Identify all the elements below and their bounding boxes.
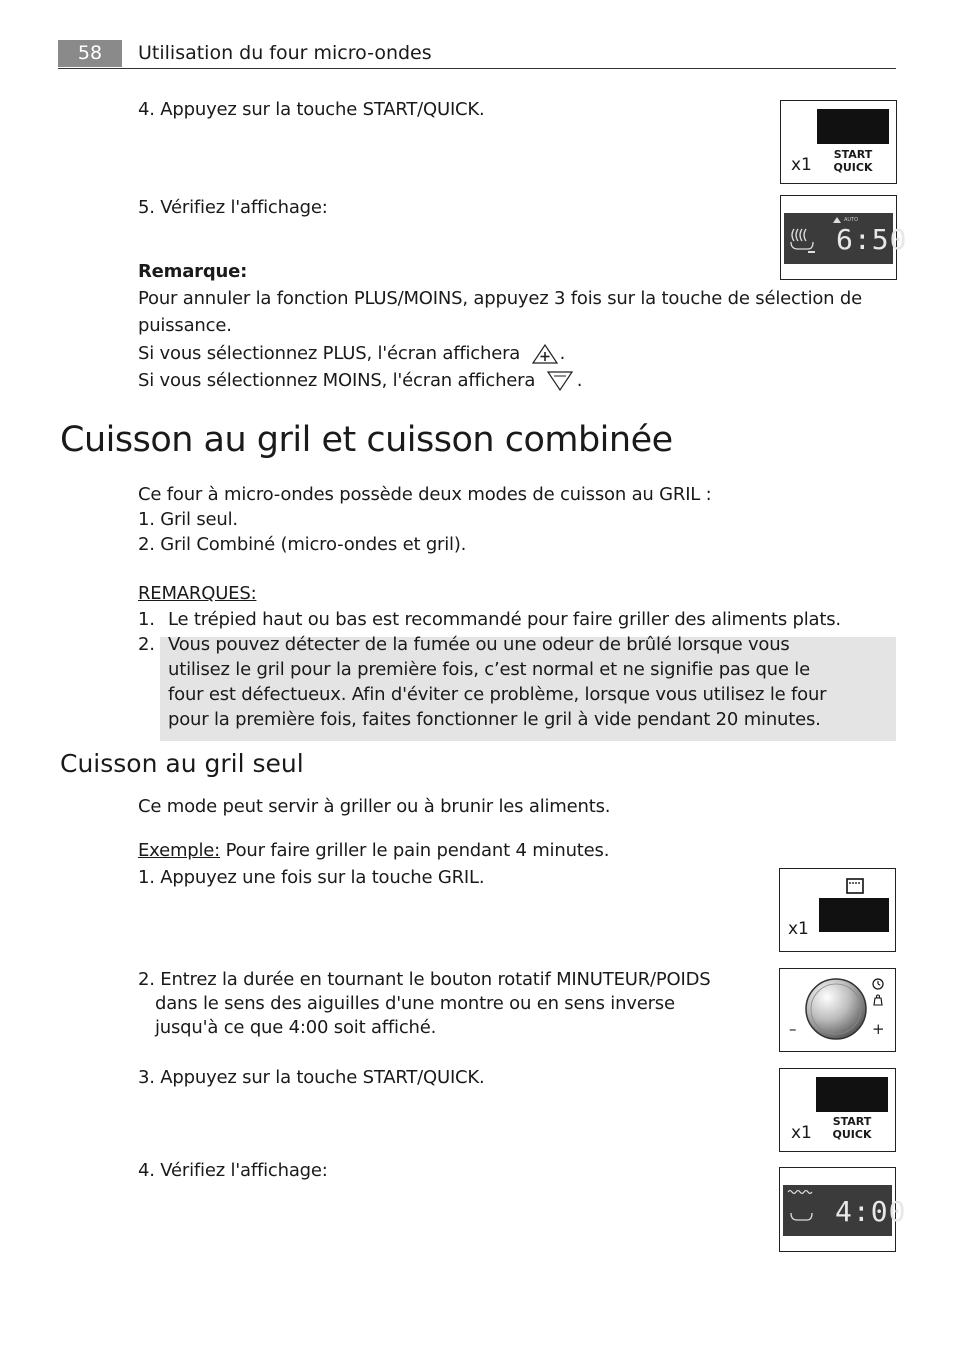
press-count: x1 [791, 155, 812, 175]
start-label: START [832, 1115, 872, 1128]
start-label: START [833, 148, 873, 161]
remarque-line-2: puissance. [138, 315, 232, 336]
remarque-line-1: Pour annuler la fonction PLUS/MOINS, appuyez 3 fois sur la touche de sélection de [138, 288, 863, 309]
gril-step-4: 4. Vérifiez l'affichage: [138, 1160, 328, 1181]
step-4-start-quick: 4. Appuyez sur la touche START/QUICK. [138, 99, 485, 120]
rotary-dial-figure [779, 968, 896, 1052]
start-quick-label [828, 1115, 876, 1141]
display-figure-2 [779, 1167, 907, 1252]
gril-step-2-line-3: jusqu'à ce que 4:00 soit affiché. [155, 1017, 437, 1038]
start-quick-button [817, 109, 889, 144]
gril-button [819, 898, 889, 932]
step-5-check-display: 5. Vérifiez l'affichage: [138, 197, 328, 218]
press-count: x1 [791, 1123, 812, 1143]
weight-icon [872, 994, 884, 1006]
display-digits: 4:00 [835, 1195, 907, 1228]
start-quick-button [816, 1077, 888, 1112]
microwave-waves-icon [788, 225, 816, 255]
remarque-minus-suffix: . [576, 370, 583, 391]
display-digits: 6:50 [836, 223, 908, 256]
example-text: Pour faire griller le pain pendant 4 minutes. [220, 840, 610, 861]
start-quick-figure-2 [779, 1068, 896, 1152]
page-number: 58 [58, 40, 122, 67]
running-title: Utilisation du four micro-ondes [138, 42, 432, 64]
minus-triangle-icon [547, 371, 573, 391]
section-title: Cuisson au gril et cuisson combinée [60, 420, 673, 460]
clock-icon [872, 978, 884, 990]
gril-step-1: 1. Appuyez une fois sur la touche GRIL. [138, 867, 485, 888]
mode-2: 2. Gril Combiné (micro-ondes et gril). [138, 534, 467, 555]
display-figure-1 [780, 195, 908, 280]
plus-triangle-icon [532, 344, 558, 364]
minuteur-poids-dial [804, 977, 868, 1041]
subsection-intro: Ce mode peut servir à griller ou à brunir les aliments. [138, 796, 611, 817]
remarque-line-3 [138, 341, 565, 366]
note-2-line-3: four est défectueux. Afin d'éviter ce problème, lorsque vous utilisez le four [168, 684, 827, 705]
note-1-text: Le trépied haut ou bas est recommandé pour faire griller des aliments plats. [168, 609, 841, 630]
gril-step-2-line-2: dans le sens des aiguilles d'une montre ou en sens inverse [155, 993, 675, 1014]
mode-1: 1. Gril seul. [138, 509, 238, 530]
start-quick-figure-1 [780, 100, 897, 184]
example-line [138, 838, 609, 863]
start-quick-label [829, 148, 877, 174]
gril-icon [846, 878, 864, 894]
remarques-title: REMARQUES: [138, 583, 257, 604]
quick-label: QUICK [832, 1128, 872, 1141]
dial-minus-sign: – [789, 1020, 797, 1038]
gril-button-figure [779, 868, 896, 952]
lcd-screen [784, 213, 908, 264]
auto-label: AUTO [844, 217, 859, 223]
note-2-line-4: pour la première fois, faites fonctionner le gril à vide pendant 20 minutes. [168, 709, 821, 730]
grill-elements-icon [787, 1189, 815, 1229]
dial-plus-sign: + [872, 1020, 885, 1038]
example-label: Exemple: [138, 840, 221, 861]
subsection-title: Cuisson au gril seul [60, 749, 304, 778]
remarque-minus-text: Si vous sélectionnez MOINS, l'écran affichera [138, 370, 536, 391]
remarque-plus-text: Si vous sélectionnez PLUS, l'écran affichera [138, 343, 521, 364]
section-intro: Ce four à micro-ondes possède deux modes de cuisson au GRIL : [138, 484, 712, 505]
note-2-number: 2. [138, 634, 155, 655]
gril-step-2-line-1: 2. Entrez la durée en tournant le bouton rotatif MINUTEUR/POIDS [138, 969, 711, 990]
note-1-number: 1. [138, 609, 155, 630]
quick-label: QUICK [833, 161, 873, 174]
remarque-line-4 [138, 368, 582, 393]
note-2-line-1: Vous pouvez détecter de la fumée ou une odeur de brûlé lorsque vous [168, 634, 790, 655]
header-rule [58, 68, 896, 69]
note-2-line-2: utilisez le gril pour la première fois, c’est normal et ne signifie pas que le [168, 659, 810, 680]
remarque-plus-suffix: . [559, 343, 566, 364]
remarque-title: Remarque: [138, 261, 248, 282]
lcd-screen [783, 1185, 907, 1236]
press-count: x1 [788, 919, 809, 939]
gril-step-3: 3. Appuyez sur la touche START/QUICK. [138, 1067, 485, 1088]
